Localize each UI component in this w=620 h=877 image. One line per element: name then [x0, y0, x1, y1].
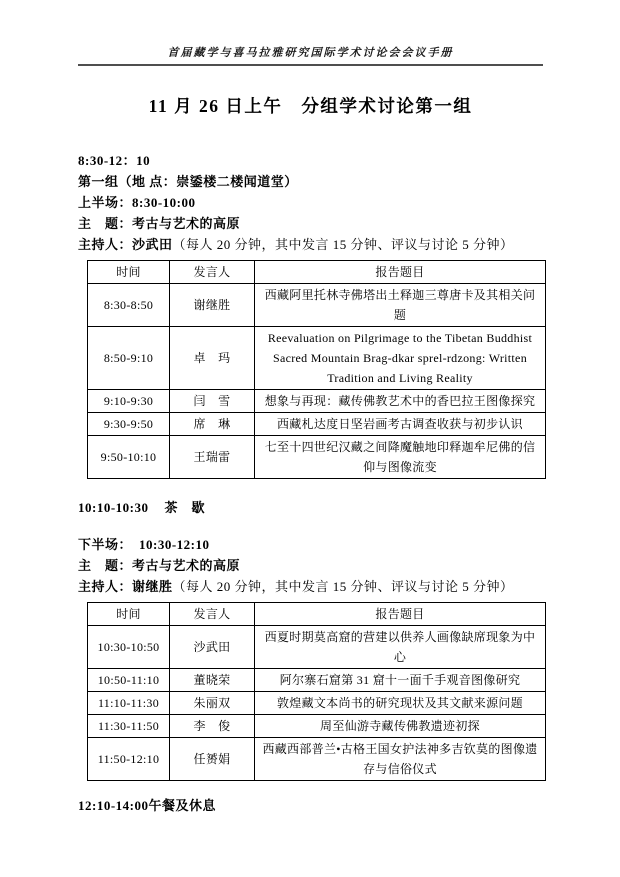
table-row — [88, 436, 546, 479]
cell-title: 阿尔寨石窟第 31 窟十一面千手观音图像研究 — [255, 669, 546, 692]
cell-time: 10:30-10:50 — [88, 626, 170, 669]
table-row — [88, 715, 546, 738]
first-half-table-body — [88, 284, 546, 479]
column-header-title: 报告题目 — [255, 603, 546, 626]
cell-title: 西夏时期莫高窟的营建以供养人画像缺席现象为中心 — [255, 626, 546, 669]
cell-time: 9:50-10:10 — [88, 436, 170, 479]
cell-title: 周至仙游寺藏传佛教遗迹初探 — [255, 715, 546, 738]
table-row — [88, 327, 546, 390]
first-half-host-line — [78, 234, 543, 255]
tea-break-line — [78, 497, 543, 518]
page-header — [78, 46, 543, 66]
first-half-table — [87, 260, 546, 479]
second-half-host-name: 主持人：谢继胜 — [78, 579, 173, 594]
table-row — [88, 692, 546, 715]
second-half-host-line — [78, 576, 543, 597]
cell-time: 11:30-11:50 — [88, 715, 170, 738]
cell-time: 8:30-8:50 — [88, 284, 170, 327]
table-header-row — [88, 603, 546, 626]
cell-time: 9:30-9:50 — [88, 413, 170, 436]
cell-time: 10:50-11:10 — [88, 669, 170, 692]
cell-title: 西藏札达度日坚岩画考古调查收获与初步认识 — [255, 413, 546, 436]
cell-time: 8:50-9:10 — [88, 327, 170, 390]
cell-time: 11:10-11:30 — [88, 692, 170, 715]
second-half-table — [87, 602, 546, 781]
column-header-title: 报告题目 — [255, 261, 546, 284]
cell-speaker: 李 俊 — [170, 715, 255, 738]
table-row — [88, 390, 546, 413]
table-row — [88, 669, 546, 692]
tea-break-label: 茶 歇 — [164, 500, 206, 515]
table-row — [88, 284, 546, 327]
table-row — [88, 413, 546, 436]
cell-title: 想象与再现：藏传佛教艺术中的香巴拉王图像探究 — [255, 390, 546, 413]
tea-break-time: 10:10-10:30 — [78, 500, 149, 515]
second-half-table-head — [88, 603, 546, 626]
second-half-table-body — [88, 626, 546, 781]
first-half-topic-line: 主 题：考古与艺术的高原 — [78, 216, 241, 231]
session-info-block — [78, 150, 543, 255]
second-half-info-block — [78, 534, 543, 597]
column-header-time: 时间 — [88, 261, 170, 284]
column-header-speaker: 发言人 — [170, 261, 255, 284]
cell-title: 西藏西部普兰•古格王国女护法神多吉钦莫的图像遗存与信俗仪式 — [255, 738, 546, 781]
session-time-line: 8:30-12：10 — [78, 153, 151, 168]
cell-time: 11:50-12:10 — [88, 738, 170, 781]
cell-speaker: 席 琳 — [170, 413, 255, 436]
lunch-time: 12:10-14:00 — [78, 798, 149, 813]
cell-speaker: 闫 雪 — [170, 390, 255, 413]
cell-speaker: 卓 玛 — [170, 327, 255, 390]
table-row — [88, 626, 546, 669]
cell-speaker: 朱丽双 — [170, 692, 255, 715]
group-location-line: 第一组（地 点：崇鋈楼二楼闻道堂） — [78, 174, 298, 189]
booklet-title: 首届藏学与喜马拉雅研究国际学术讨论会会议手册 — [167, 47, 454, 59]
lunch-line — [78, 795, 543, 816]
column-header-time: 时间 — [88, 603, 170, 626]
header-rule — [78, 64, 543, 66]
table-row — [88, 738, 546, 781]
cell-speaker: 王瑞雷 — [170, 436, 255, 479]
second-half-time-line: 下半场： 10:30-12:10 — [78, 537, 210, 552]
cell-title: 敦煌藏文本尚书的研究现状及其文献来源问题 — [255, 692, 546, 715]
lunch-label: 午餐及休息 — [148, 798, 217, 813]
cell-speaker: 谢继胜 — [170, 284, 255, 327]
cell-speaker: 董晓荣 — [170, 669, 255, 692]
second-half-topic-line: 主 题：考古与艺术的高原 — [78, 558, 241, 573]
table-header-row — [88, 261, 546, 284]
cell-title: 西藏阿里托林寺佛塔出土释迦三尊唐卡及其相关问题 — [255, 284, 546, 327]
first-half-host-note: （每人 20 分钟，其中发言 15 分钟、评议与讨论 5 分钟） — [172, 237, 514, 252]
first-half-time-line: 上半场：8:30-10:00 — [78, 195, 196, 210]
cell-time: 9:10-9:30 — [88, 390, 170, 413]
column-header-speaker: 发言人 — [170, 603, 255, 626]
cell-title: Reevaluation on Pilgrimage to the Tibetan Buddhist Sacred Mountain Brag-dkar sprel-rdzong: Written Tradition and Living Reality — [255, 327, 546, 390]
first-half-table-head — [88, 261, 546, 284]
first-half-host-name: 主持人：沙武田 — [78, 237, 173, 252]
cell-speaker: 任赟娟 — [170, 738, 255, 781]
page-title: 11 月 26 日上午 分组学术讨论第一组 — [148, 96, 473, 116]
second-half-host-note: （每人 20 分钟，其中发言 15 分钟、评议与讨论 5 分钟） — [172, 579, 514, 594]
cell-title: 七至十四世纪汉藏之间降魔触地印释迦牟尼佛的信仰与图像流变 — [255, 436, 546, 479]
cell-speaker: 沙武田 — [170, 626, 255, 669]
